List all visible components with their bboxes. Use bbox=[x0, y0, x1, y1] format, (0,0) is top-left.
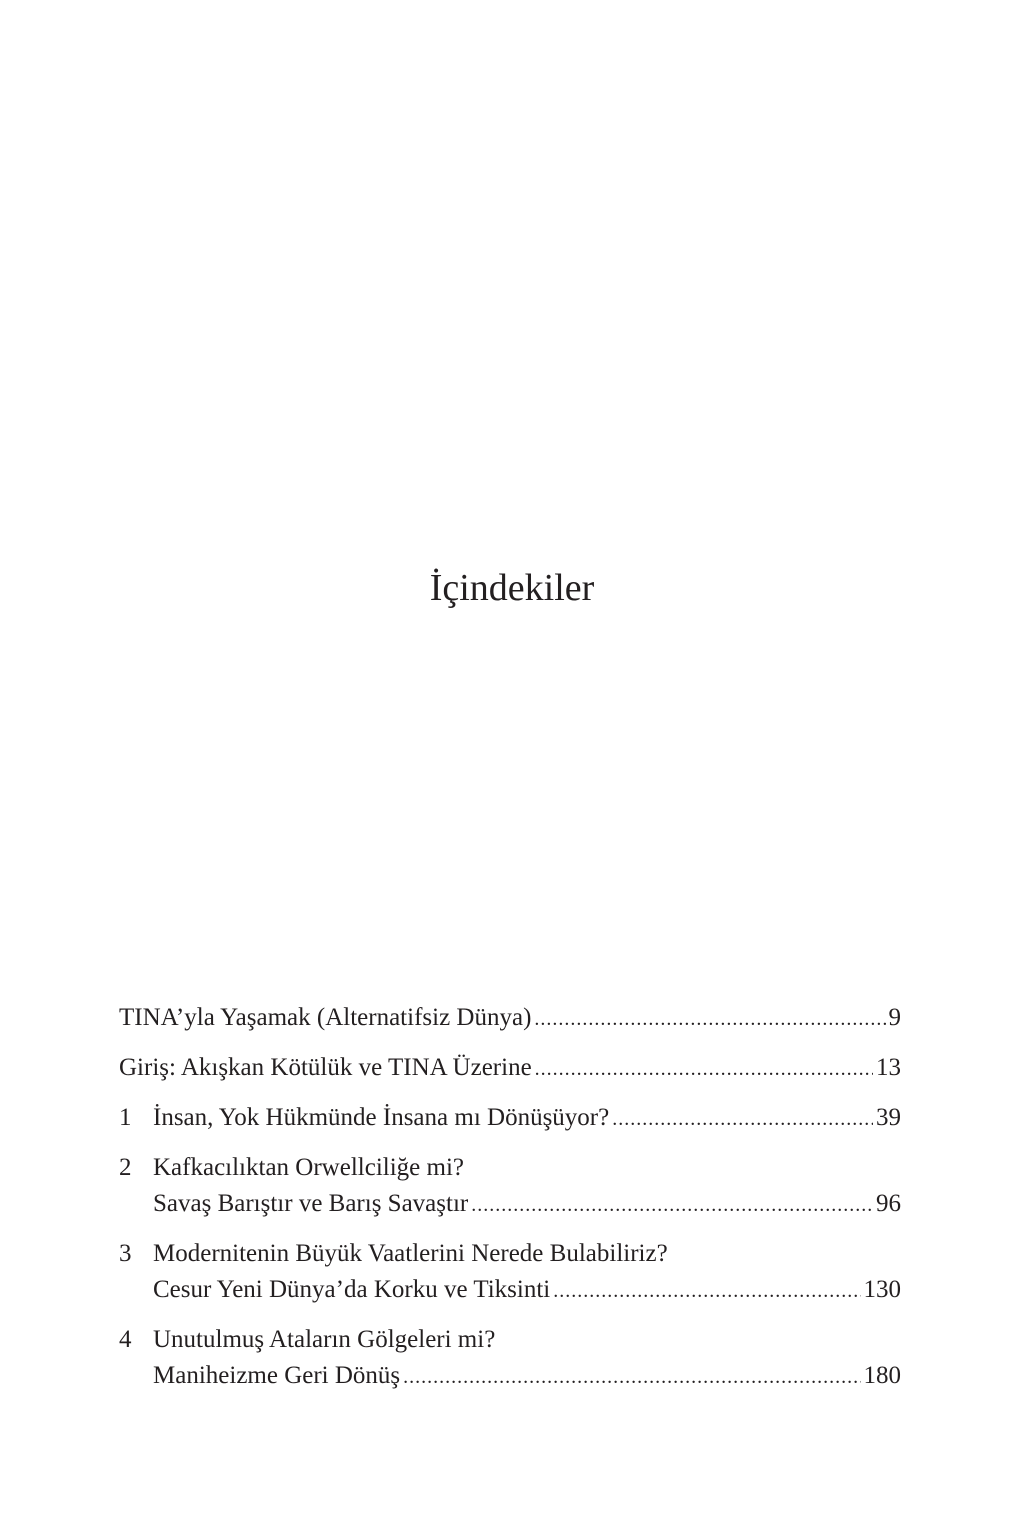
chapter-number: 1 bbox=[119, 1104, 132, 1131]
table-of-contents bbox=[119, 1000, 901, 1408]
toc-entry bbox=[119, 1322, 901, 1395]
toc-entry-title-line: Kafkacılıktan Orwellciliğe mi? bbox=[153, 1154, 464, 1181]
toc-line bbox=[119, 1150, 901, 1186]
toc-line bbox=[119, 1272, 901, 1309]
toc-page-number: 9 bbox=[888, 1004, 901, 1031]
chapter-number: 4 bbox=[119, 1326, 132, 1353]
chapter-number: 3 bbox=[119, 1240, 132, 1267]
toc-page-number: 13 bbox=[876, 1054, 901, 1081]
toc-page-number: 180 bbox=[863, 1362, 901, 1389]
chapter-number: 2 bbox=[119, 1154, 132, 1181]
dot-leader bbox=[534, 1001, 885, 1037]
toc-line bbox=[119, 1186, 901, 1223]
toc-page-number: 130 bbox=[863, 1276, 901, 1303]
toc-entry bbox=[119, 1000, 901, 1037]
toc-line bbox=[119, 1100, 901, 1137]
toc-entry bbox=[119, 1100, 901, 1137]
dot-leader bbox=[553, 1273, 860, 1309]
toc-entry-title: Savaş Barıştır ve Barış Savaştır bbox=[153, 1190, 469, 1217]
toc-entry-title-line: Unutulmuş Ataların Gölgeleri mi? bbox=[153, 1326, 496, 1353]
toc-entry-title: Maniheizme Geri Dönüş bbox=[153, 1362, 401, 1389]
toc-entry-title: Giriş: Akışkan Kötülük ve TINA Üzerine bbox=[119, 1054, 532, 1081]
toc-line bbox=[119, 1322, 901, 1358]
dot-leader bbox=[612, 1101, 873, 1137]
toc-entry-title: TINA’yla Yaşamak (Alternatifsiz Dünya) bbox=[119, 1004, 532, 1031]
toc-entry-title: Cesur Yeni Dünya’da Korku ve Tiksinti bbox=[153, 1276, 551, 1303]
toc-entry bbox=[119, 1050, 901, 1087]
toc-page-number: 39 bbox=[876, 1104, 901, 1131]
toc-entry-title: İnsan, Yok Hükmünde İnsana mı Dönüşüyor? bbox=[153, 1104, 610, 1131]
toc-entry-title-line: Modernitenin Büyük Vaatlerini Nerede Bulabiliriz? bbox=[153, 1240, 668, 1267]
toc-line bbox=[119, 1358, 901, 1395]
dot-leader bbox=[471, 1187, 873, 1223]
toc-line bbox=[119, 1000, 901, 1037]
dot-leader bbox=[403, 1359, 860, 1395]
toc-entry bbox=[119, 1236, 901, 1309]
dot-leader bbox=[535, 1051, 873, 1087]
toc-line bbox=[119, 1050, 901, 1087]
toc-entry bbox=[119, 1150, 901, 1223]
toc-page-number: 96 bbox=[876, 1190, 901, 1217]
page-title: İçindekiler bbox=[429, 567, 595, 609]
toc-line bbox=[119, 1236, 901, 1272]
